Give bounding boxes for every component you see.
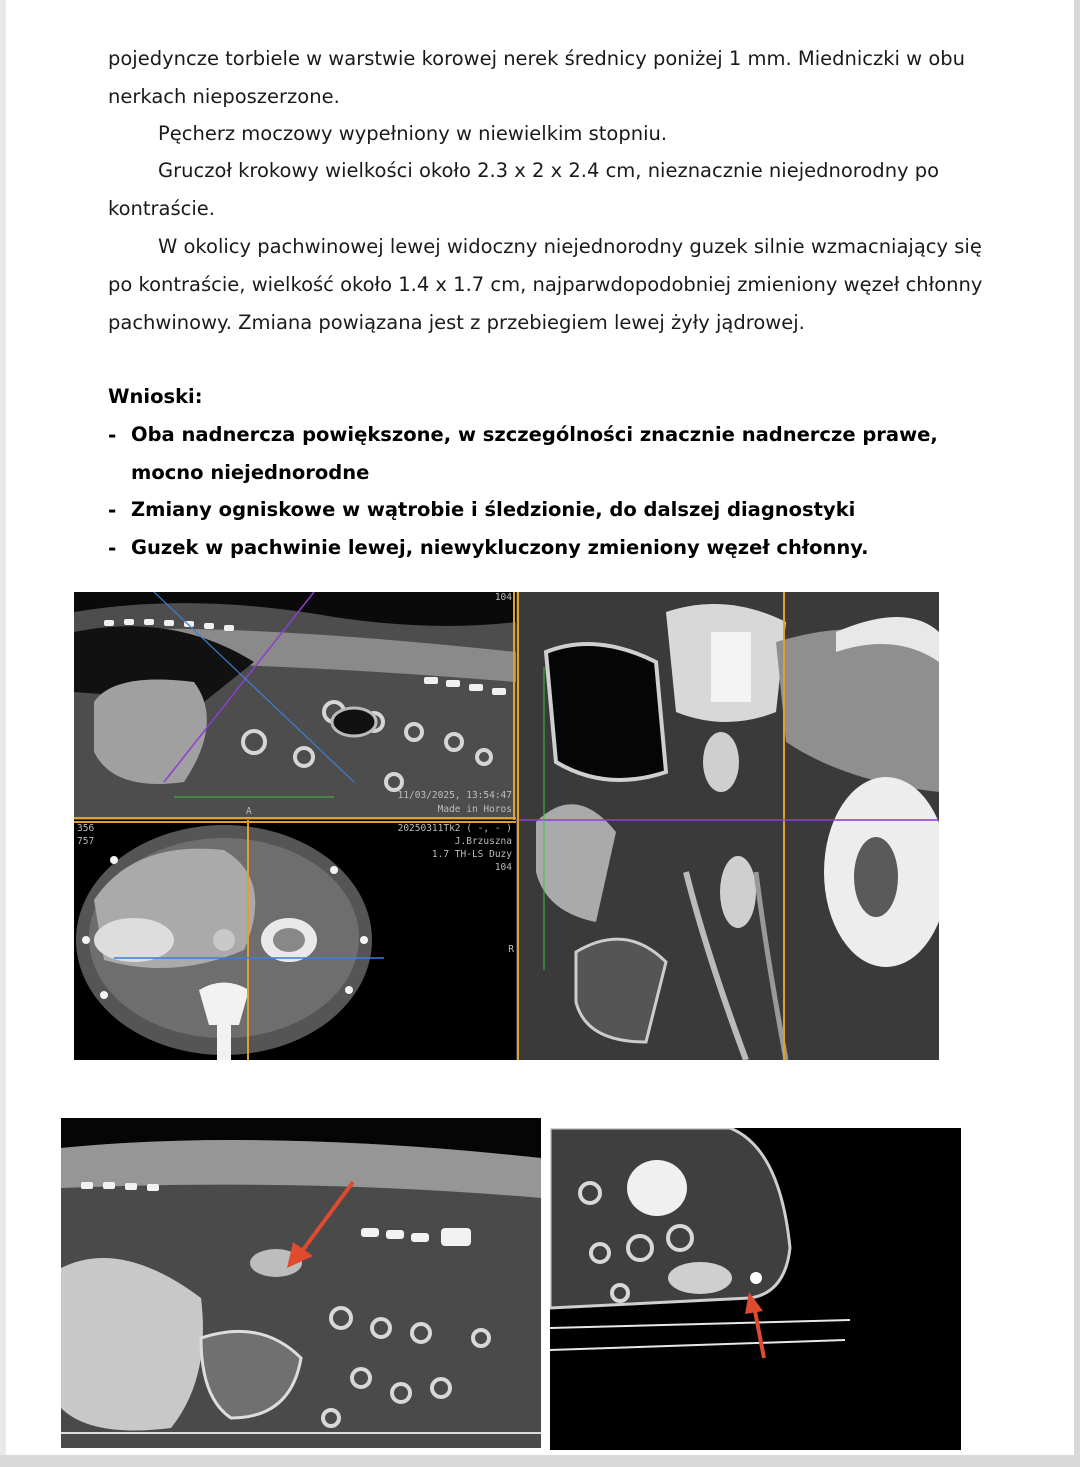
ct-axial-annotated[interactable] (550, 1128, 961, 1450)
ct-coronal-image (516, 592, 939, 1060)
report-line-2: nerkach nieposzerzone. (108, 85, 340, 108)
ct-sagittal-annotated-image (61, 1118, 541, 1448)
overlay-slice-top: 104 (494, 592, 512, 603)
ct-sagittal-view[interactable] (74, 592, 516, 820)
report-line-prostate: Gruczoł krokowy wielkości około 2.3 x 2 x 2.4 cm, nieznacznie niejednorodny po (158, 159, 940, 182)
ct-sagittal-image (74, 592, 516, 820)
conclusion-item-3: Guzek w pachwinie lewej, niewykluczony zmieniony węzeł chłonny. (131, 536, 869, 559)
overlay-physician: J.Brzuszna (454, 836, 512, 847)
bullet-marker: - (108, 498, 117, 522)
conclusions-heading: Wnioski: (108, 385, 203, 408)
overlay-window-level: 757 (77, 836, 95, 847)
overlay-slice-number: 104 (494, 862, 512, 873)
report-line-inguinal: W okolicy pachwinowej lewej widoczny niejednorodny guzek silnie wzmacniający się (158, 235, 982, 258)
report-line-inguinal-2: po kontraście, wielkość około 1.4 x 1.7 cm, najparwdopodobniej zmieniony węzeł chłonny (108, 273, 983, 296)
page-shadow-right (1074, 0, 1080, 1467)
bullet-marker: - (108, 536, 117, 560)
overlay-series: 1.7 TH-LS Duzy (431, 849, 512, 860)
overlay-orientation-r: R (508, 944, 514, 955)
conclusion-item-1: Oba nadnercza powiększone, w szczególności znacznie nadnercze prawe, (131, 423, 938, 446)
bullet-marker: - (108, 423, 117, 447)
overlay-window-width: 356 (77, 823, 95, 834)
page-shadow-bottom (0, 1455, 1080, 1467)
overlay-orientation-a: A (246, 806, 252, 817)
conclusion-item-1-cont: mocno niejednorodne (131, 461, 370, 484)
ct-axial-view[interactable] (74, 820, 516, 1060)
conclusion-item-2: Zmiany ogniskowe w wątrobie i śledzionie, do dalszej diagnostyki (131, 498, 856, 521)
ct-sagittal-annotated[interactable] (61, 1118, 541, 1448)
report-line-inguinal-3: pachwinowy. Zmiana powiązana jest z przebiegiem lewej żyły jądrowej. (108, 311, 805, 334)
overlay-study-id: 20250311Tk2 ( -, - ) (397, 823, 512, 834)
overlay-made-in: Made in Horos (437, 804, 512, 815)
ct-coronal-view[interactable] (516, 592, 939, 1060)
report-line-1: pojedyncze torbiele w warstwie korowej nerek średnicy poniżej 1 mm. Miedniczki w obu (108, 47, 965, 70)
document-page (6, 0, 1074, 1455)
overlay-timestamp: 11/03/2025, 13:54:47 (397, 790, 512, 801)
report-line-bladder: Pęcherz moczowy wypełniony w niewielkim stopniu. (158, 122, 668, 145)
ct-axial-annotated-image (550, 1128, 961, 1450)
report-line-prostate-2: kontraście. (108, 197, 215, 220)
